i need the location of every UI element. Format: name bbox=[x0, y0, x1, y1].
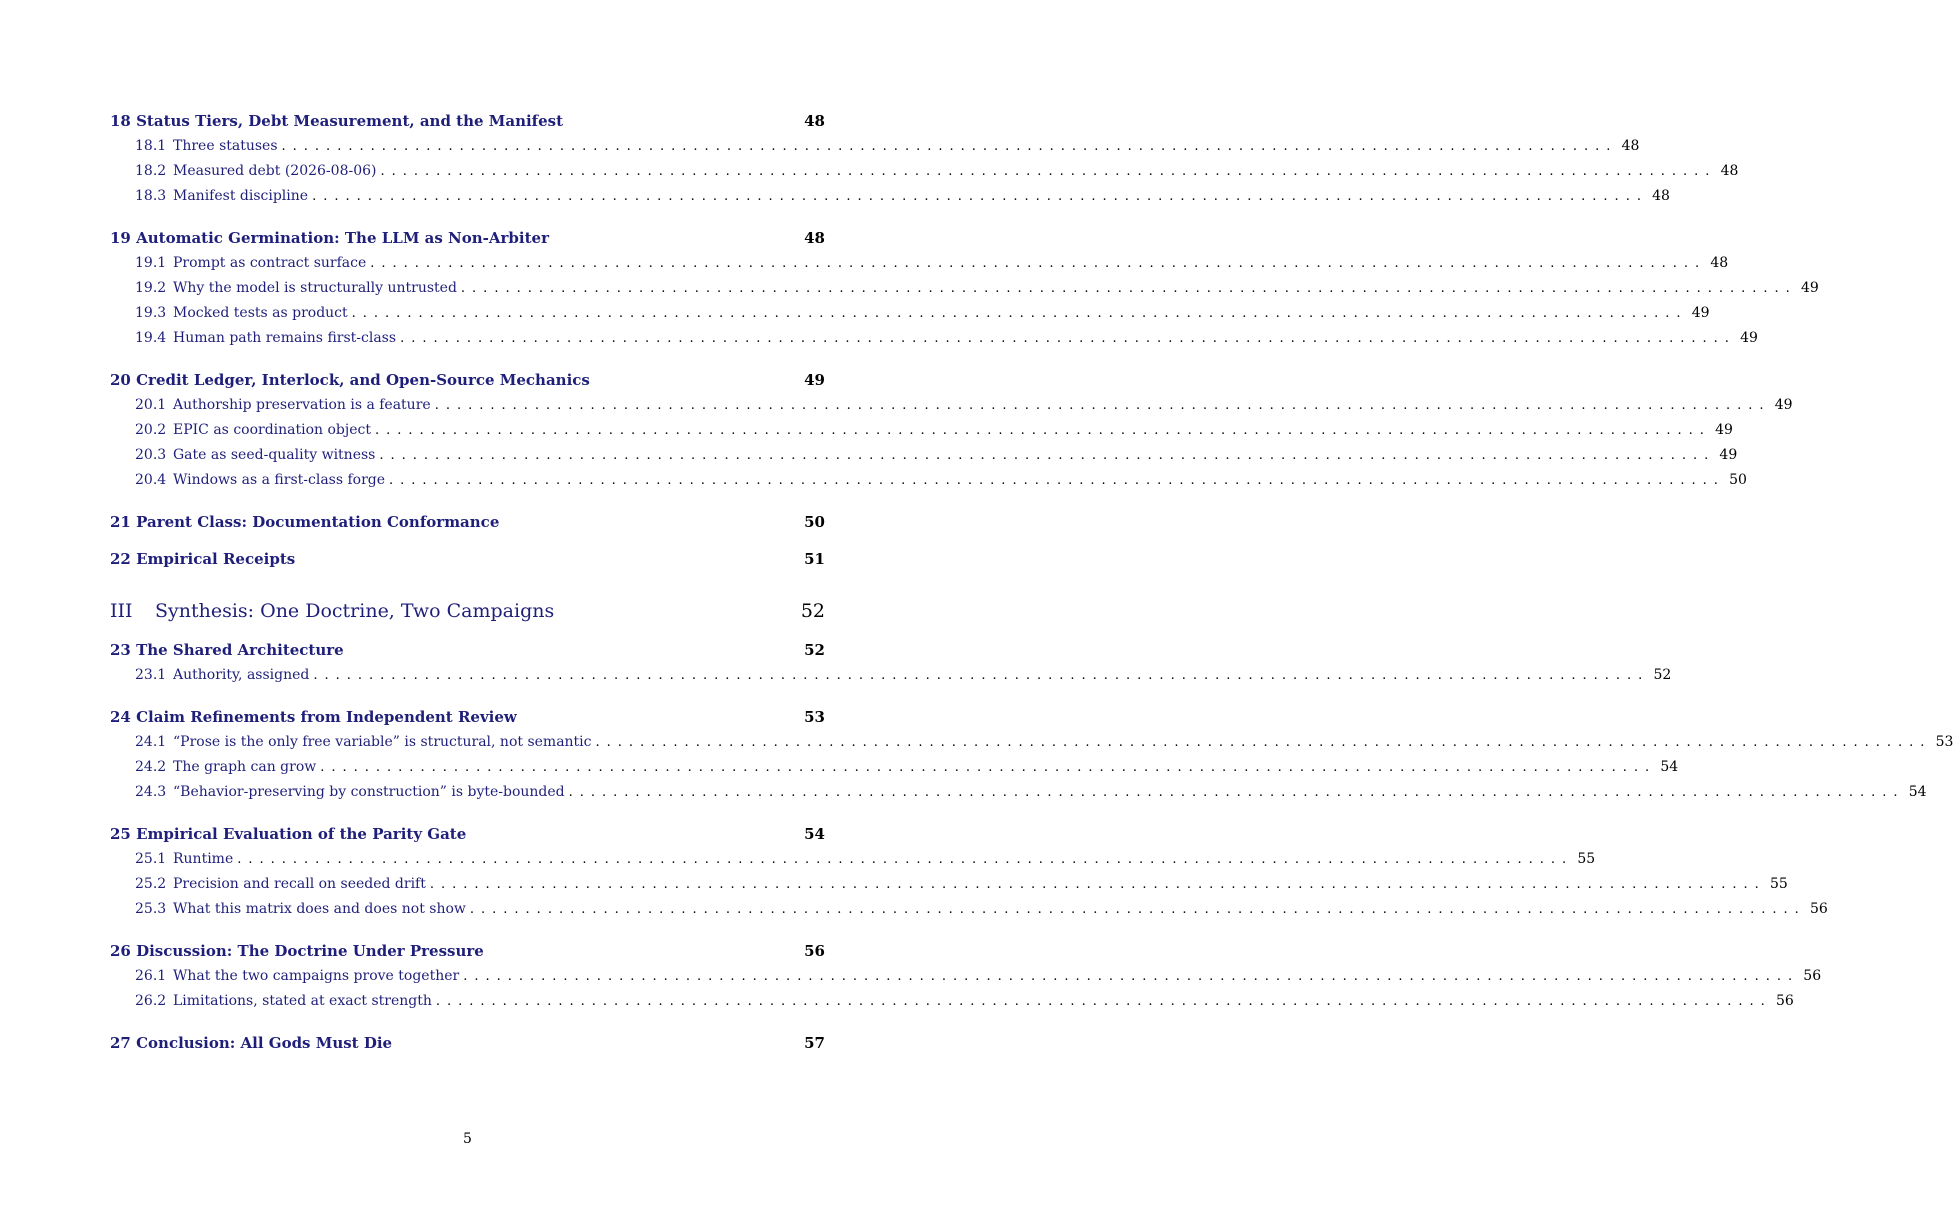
toc-section-number: 20.3 bbox=[135, 447, 167, 463]
toc-section-number: 25.1 bbox=[135, 851, 167, 867]
toc-section-number: 23.1 bbox=[135, 667, 167, 683]
dot-leader: ........................................................................................................................ bbox=[460, 281, 1797, 296]
toc-chapter-group bbox=[110, 228, 1819, 353]
toc-section-number: 18.1 bbox=[135, 138, 167, 154]
toc-section-entry[interactable] bbox=[110, 420, 1733, 445]
toc-section-title: Human path remains first-class bbox=[173, 330, 397, 346]
toc-section-entry[interactable] bbox=[110, 136, 1640, 161]
toc-section-title: The graph can grow bbox=[173, 759, 317, 775]
toc-page-number: 50 bbox=[804, 513, 825, 531]
toc-section-number: 18.2 bbox=[135, 163, 167, 179]
dot-leader: ........................................................................................................................ bbox=[429, 877, 1766, 892]
toc-section-number: 20.4 bbox=[135, 472, 167, 488]
dot-leader: ........................................................................................................................ bbox=[469, 902, 1806, 917]
toc-section-entry[interactable] bbox=[110, 732, 1953, 757]
toc-chapter-group bbox=[110, 824, 1828, 924]
toc-page-number: 53 bbox=[804, 708, 825, 726]
toc-part-label bbox=[110, 599, 554, 623]
toc-section-entry[interactable] bbox=[110, 395, 1793, 420]
toc-chapter-entry[interactable] bbox=[110, 824, 825, 844]
dot-leader: ........................................................................................................................ bbox=[389, 473, 1725, 488]
toc-section-entry[interactable] bbox=[110, 445, 1738, 470]
dot-leader: ........................................................................................................................ bbox=[375, 423, 1711, 438]
toc-section-number: 25.2 bbox=[135, 876, 167, 892]
toc-section-entry[interactable] bbox=[110, 278, 1819, 303]
toc-section-entry[interactable] bbox=[110, 757, 1679, 782]
toc-page-number: 52 bbox=[800, 600, 825, 622]
toc-section-entry[interactable] bbox=[110, 849, 1596, 874]
toc-chapter-title: 27 Conclusion: All Gods Must Die bbox=[110, 1034, 393, 1052]
toc-page-number: 49 bbox=[1691, 305, 1710, 321]
toc-section-title: Prompt as contract surface bbox=[173, 255, 367, 271]
toc-chapter-group bbox=[110, 111, 1739, 211]
toc-page-number: 48 bbox=[804, 229, 825, 247]
toc-page-number: 54 bbox=[1660, 759, 1679, 775]
toc-section-entry[interactable] bbox=[110, 328, 1758, 353]
dot-leader: ........................................................................................................................ bbox=[370, 256, 1707, 271]
toc-section-title: Manifest discipline bbox=[173, 188, 309, 204]
dot-leader: ........................................................................................................................ bbox=[351, 306, 1688, 321]
toc-section-title: Windows as a first-class forge bbox=[173, 472, 386, 488]
table-of-contents bbox=[110, 111, 1953, 1070]
toc-chapter-title: 18 Status Tiers, Debt Measurement, and the Manifest bbox=[110, 112, 564, 130]
toc-section-title: What this matrix does and does not show bbox=[173, 901, 466, 917]
toc-chapter-group bbox=[110, 1033, 825, 1053]
toc-chapter-title: 19 Automatic Germination: The LLM as Non-Arbiter bbox=[110, 229, 549, 247]
toc-chapter-group bbox=[110, 549, 825, 569]
toc-page-number: 51 bbox=[804, 550, 825, 568]
toc-page-number: 48 bbox=[1720, 163, 1739, 179]
toc-page-number: 48 bbox=[1621, 138, 1640, 154]
toc-section-title: Precision and recall on seeded drift bbox=[173, 876, 426, 892]
dot-leader: ........................................................................................................................ bbox=[380, 164, 1717, 179]
toc-section-entry[interactable] bbox=[110, 253, 1729, 278]
toc-section-title: Why the model is structurally untrusted bbox=[173, 280, 457, 296]
toc-chapter-title: 22 Empirical Receipts bbox=[110, 550, 296, 568]
toc-page-number: 49 bbox=[1715, 422, 1733, 438]
toc-section-title: Limitations, stated at exact strength bbox=[173, 993, 432, 1009]
toc-page-number: 49 bbox=[804, 371, 825, 389]
toc-page-number: 56 bbox=[1809, 901, 1828, 917]
toc-section-number: 26.2 bbox=[135, 993, 167, 1009]
toc-section-number: 24.3 bbox=[135, 784, 167, 800]
toc-section-title: Authorship preservation is a feature bbox=[173, 397, 431, 413]
toc-section-entry[interactable] bbox=[110, 874, 1788, 899]
toc-page-number: 48 bbox=[1710, 255, 1729, 271]
toc-page-number: 56 bbox=[804, 942, 825, 960]
toc-page-number: 49 bbox=[1800, 280, 1819, 296]
toc-chapter-group bbox=[110, 707, 1953, 807]
toc-chapter-title: 24 Claim Refinements from Independent Review bbox=[110, 708, 517, 726]
toc-page-number: 56 bbox=[1775, 993, 1794, 1009]
toc-chapter-title: 21 Parent Class: Documentation Conformance bbox=[110, 513, 500, 531]
toc-section-number: 24.2 bbox=[135, 759, 167, 775]
toc-page-number: 52 bbox=[1653, 667, 1672, 683]
toc-section-number: 19.1 bbox=[135, 255, 167, 271]
toc-section-number: 19.2 bbox=[135, 280, 167, 296]
toc-section-number: 20.1 bbox=[135, 397, 167, 413]
toc-section-entry[interactable] bbox=[110, 470, 1747, 495]
dot-leader: ........................................................................................................................ bbox=[237, 852, 1574, 867]
toc-chapter-entry[interactable] bbox=[110, 228, 825, 248]
toc-page-number: 48 bbox=[804, 112, 825, 130]
toc-part-number: III bbox=[110, 600, 133, 622]
toc-section-title: “Behavior-preserving by construction” is byte-bounded bbox=[173, 784, 565, 800]
toc-section-title: What the two campaigns prove together bbox=[173, 968, 460, 984]
toc-section-title: Authority, assigned bbox=[173, 667, 310, 683]
toc-section-entry[interactable] bbox=[110, 665, 1672, 690]
dot-leader: ........................................................................................................................ bbox=[434, 398, 1771, 413]
toc-part-title: Synthesis: One Doctrine, Two Campaigns bbox=[155, 600, 555, 622]
toc-chapter-group bbox=[110, 370, 1793, 495]
toc-page-number: 49 bbox=[1774, 397, 1793, 413]
toc-page-number: 55 bbox=[1769, 876, 1788, 892]
toc-section-entry[interactable] bbox=[110, 303, 1710, 328]
dot-leader: ........................................................................................................................ bbox=[568, 785, 1905, 800]
toc-section-entry[interactable] bbox=[110, 161, 1739, 186]
toc-page-number: 50 bbox=[1729, 472, 1747, 488]
toc-page-number: 48 bbox=[1652, 188, 1670, 204]
toc-chapter-title: 23 The Shared Architecture bbox=[110, 641, 344, 659]
dot-leader: ........................................................................................................................ bbox=[463, 969, 1800, 984]
toc-section-number: 24.1 bbox=[135, 734, 167, 750]
page-number: 5 bbox=[463, 1131, 472, 1147]
toc-chapter-entry[interactable] bbox=[110, 1033, 825, 1053]
toc-chapter-entry[interactable] bbox=[110, 549, 825, 569]
toc-section-title: EPIC as coordination object bbox=[173, 422, 371, 438]
toc-section-title: Measured debt (2026-08-06) bbox=[173, 163, 377, 179]
dot-leader: ........................................................................................................................ bbox=[379, 448, 1716, 463]
toc-page-number: 54 bbox=[1908, 784, 1927, 800]
toc-page-number: 55 bbox=[1577, 851, 1596, 867]
toc-page-number: 49 bbox=[1740, 330, 1758, 346]
toc-page-number: 56 bbox=[1803, 968, 1822, 984]
toc-part-entry[interactable] bbox=[110, 599, 825, 623]
toc-section-entry[interactable] bbox=[110, 782, 1927, 807]
toc-section-title: Mocked tests as product bbox=[173, 305, 348, 321]
toc-section-number: 19.3 bbox=[135, 305, 167, 321]
toc-chapter-entry[interactable] bbox=[110, 640, 825, 660]
toc-chapter-entry[interactable] bbox=[110, 941, 825, 961]
toc-chapter-group bbox=[110, 512, 825, 532]
dot-leader: ........................................................................................................................ bbox=[313, 668, 1650, 683]
toc-section-title: Three statuses bbox=[173, 138, 278, 154]
dot-leader: ........................................................................................................................ bbox=[595, 735, 1932, 750]
toc-section-entry[interactable] bbox=[110, 186, 1670, 211]
toc-section-title: Runtime bbox=[173, 851, 234, 867]
dot-leader: ........................................................................................................................ bbox=[435, 994, 1772, 1009]
toc-chapter-entry[interactable] bbox=[110, 512, 825, 532]
toc-page-number: 53 bbox=[1935, 734, 1953, 750]
toc-section-number: 20.2 bbox=[135, 422, 167, 438]
toc-section-number: 25.3 bbox=[135, 901, 167, 917]
dot-leader: ........................................................................................................................ bbox=[312, 189, 1648, 204]
toc-page-number: 52 bbox=[804, 641, 825, 659]
toc-section-entry[interactable] bbox=[110, 899, 1828, 924]
toc-chapter-entry[interactable] bbox=[110, 370, 825, 390]
dot-leader: ........................................................................................................................ bbox=[320, 760, 1657, 775]
toc-section-number: 18.3 bbox=[135, 188, 167, 204]
toc-section-number: 26.1 bbox=[135, 968, 167, 984]
dot-leader: ........................................................................................................................ bbox=[281, 139, 1618, 154]
toc-chapter-entry[interactable] bbox=[110, 707, 825, 727]
toc-section-title: “Prose is the only free variable” is structural, not semantic bbox=[173, 734, 592, 750]
toc-section-entry[interactable] bbox=[110, 966, 1822, 991]
toc-chapter-title: 20 Credit Ledger, Interlock, and Open-Source Mechanics bbox=[110, 371, 590, 389]
toc-chapter-group bbox=[110, 640, 1672, 690]
toc-chapter-group bbox=[110, 941, 1822, 1016]
toc-section-number: 19.4 bbox=[135, 330, 167, 346]
toc-page-number: 54 bbox=[804, 825, 825, 843]
toc-section-entry[interactable] bbox=[110, 991, 1794, 1016]
toc-chapter-title: 25 Empirical Evaluation of the Parity Gate bbox=[110, 825, 467, 843]
toc-chapter-entry[interactable] bbox=[110, 111, 825, 131]
toc-section-title: Gate as seed-quality witness bbox=[173, 447, 376, 463]
toc-page-number: 49 bbox=[1719, 447, 1738, 463]
dot-leader: ........................................................................................................................ bbox=[400, 331, 1736, 346]
toc-page-number: 57 bbox=[804, 1034, 825, 1052]
toc-chapter-title: 26 Discussion: The Doctrine Under Pressure bbox=[110, 942, 484, 960]
